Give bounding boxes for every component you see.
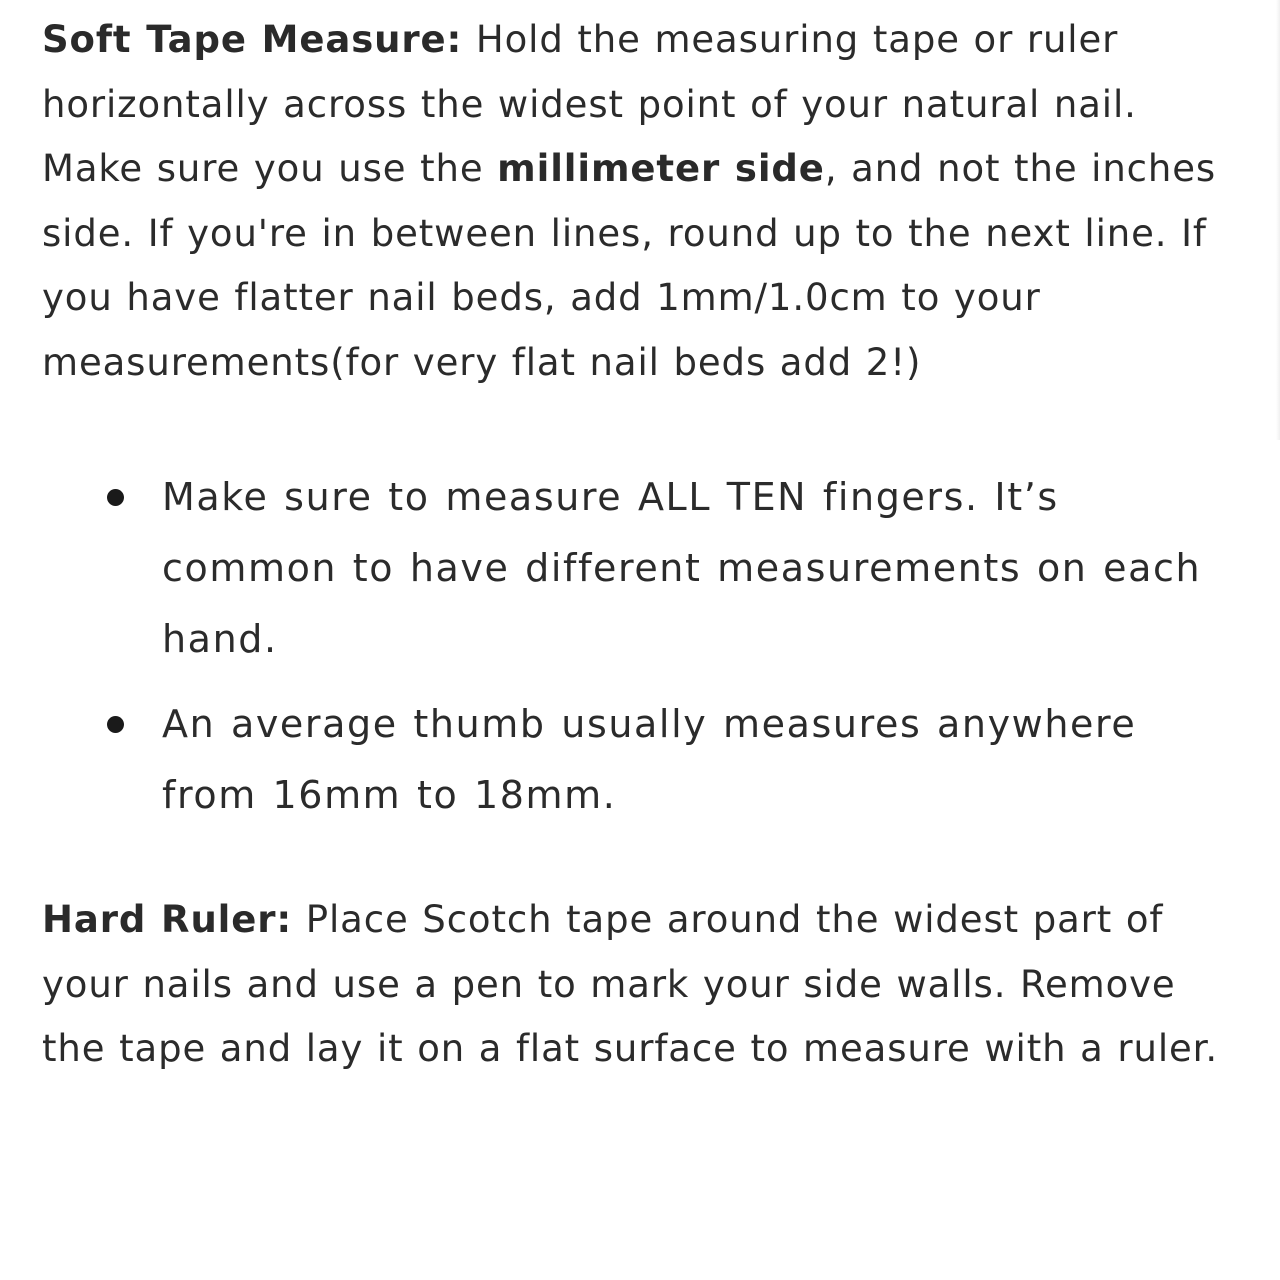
- list-item: [162, 462, 1242, 675]
- soft-tape-measure-heading: Soft Tape Measure:: [42, 18, 463, 61]
- hard-ruler-paragraph: [42, 888, 1242, 1082]
- soft-tape-measure-paragraph: [42, 8, 1242, 395]
- millimeter-side-emphasis: millimeter side: [497, 147, 825, 190]
- tip-text: Make sure to measure ALL TEN fingers. It’s common to have different measurements on each hand.: [162, 475, 1202, 661]
- page-edge-shadow: [1276, 0, 1280, 440]
- soft-tape-measure-text-1: Hold the measuring tape or ruler horizontally across the widest point of your natural nail. Make sure you use the: [42, 18, 1137, 190]
- bullet-icon: [107, 489, 124, 506]
- bullet-icon: [107, 716, 124, 733]
- soft-tape-measure-text-2: , and not the inches side. If you're in between lines, round up to the next line. If you have flatter nail beds, add 1mm/1.0cm to your measurements(for very flat nail beds add 2!): [42, 147, 1217, 384]
- list-item: [162, 689, 1242, 831]
- hard-ruler-heading: Hard Ruler:: [42, 898, 293, 941]
- hard-ruler-text: Place Scotch tape around the widest part of your nails and use a pen to mark your side walls. Remove the tape and lay it on a flat surface to measure with a ruler.: [42, 898, 1219, 1070]
- tip-text: An average thumb usually measures anywhere from 16mm to 18mm.: [162, 702, 1137, 817]
- measuring-tips-list: [162, 462, 1242, 831]
